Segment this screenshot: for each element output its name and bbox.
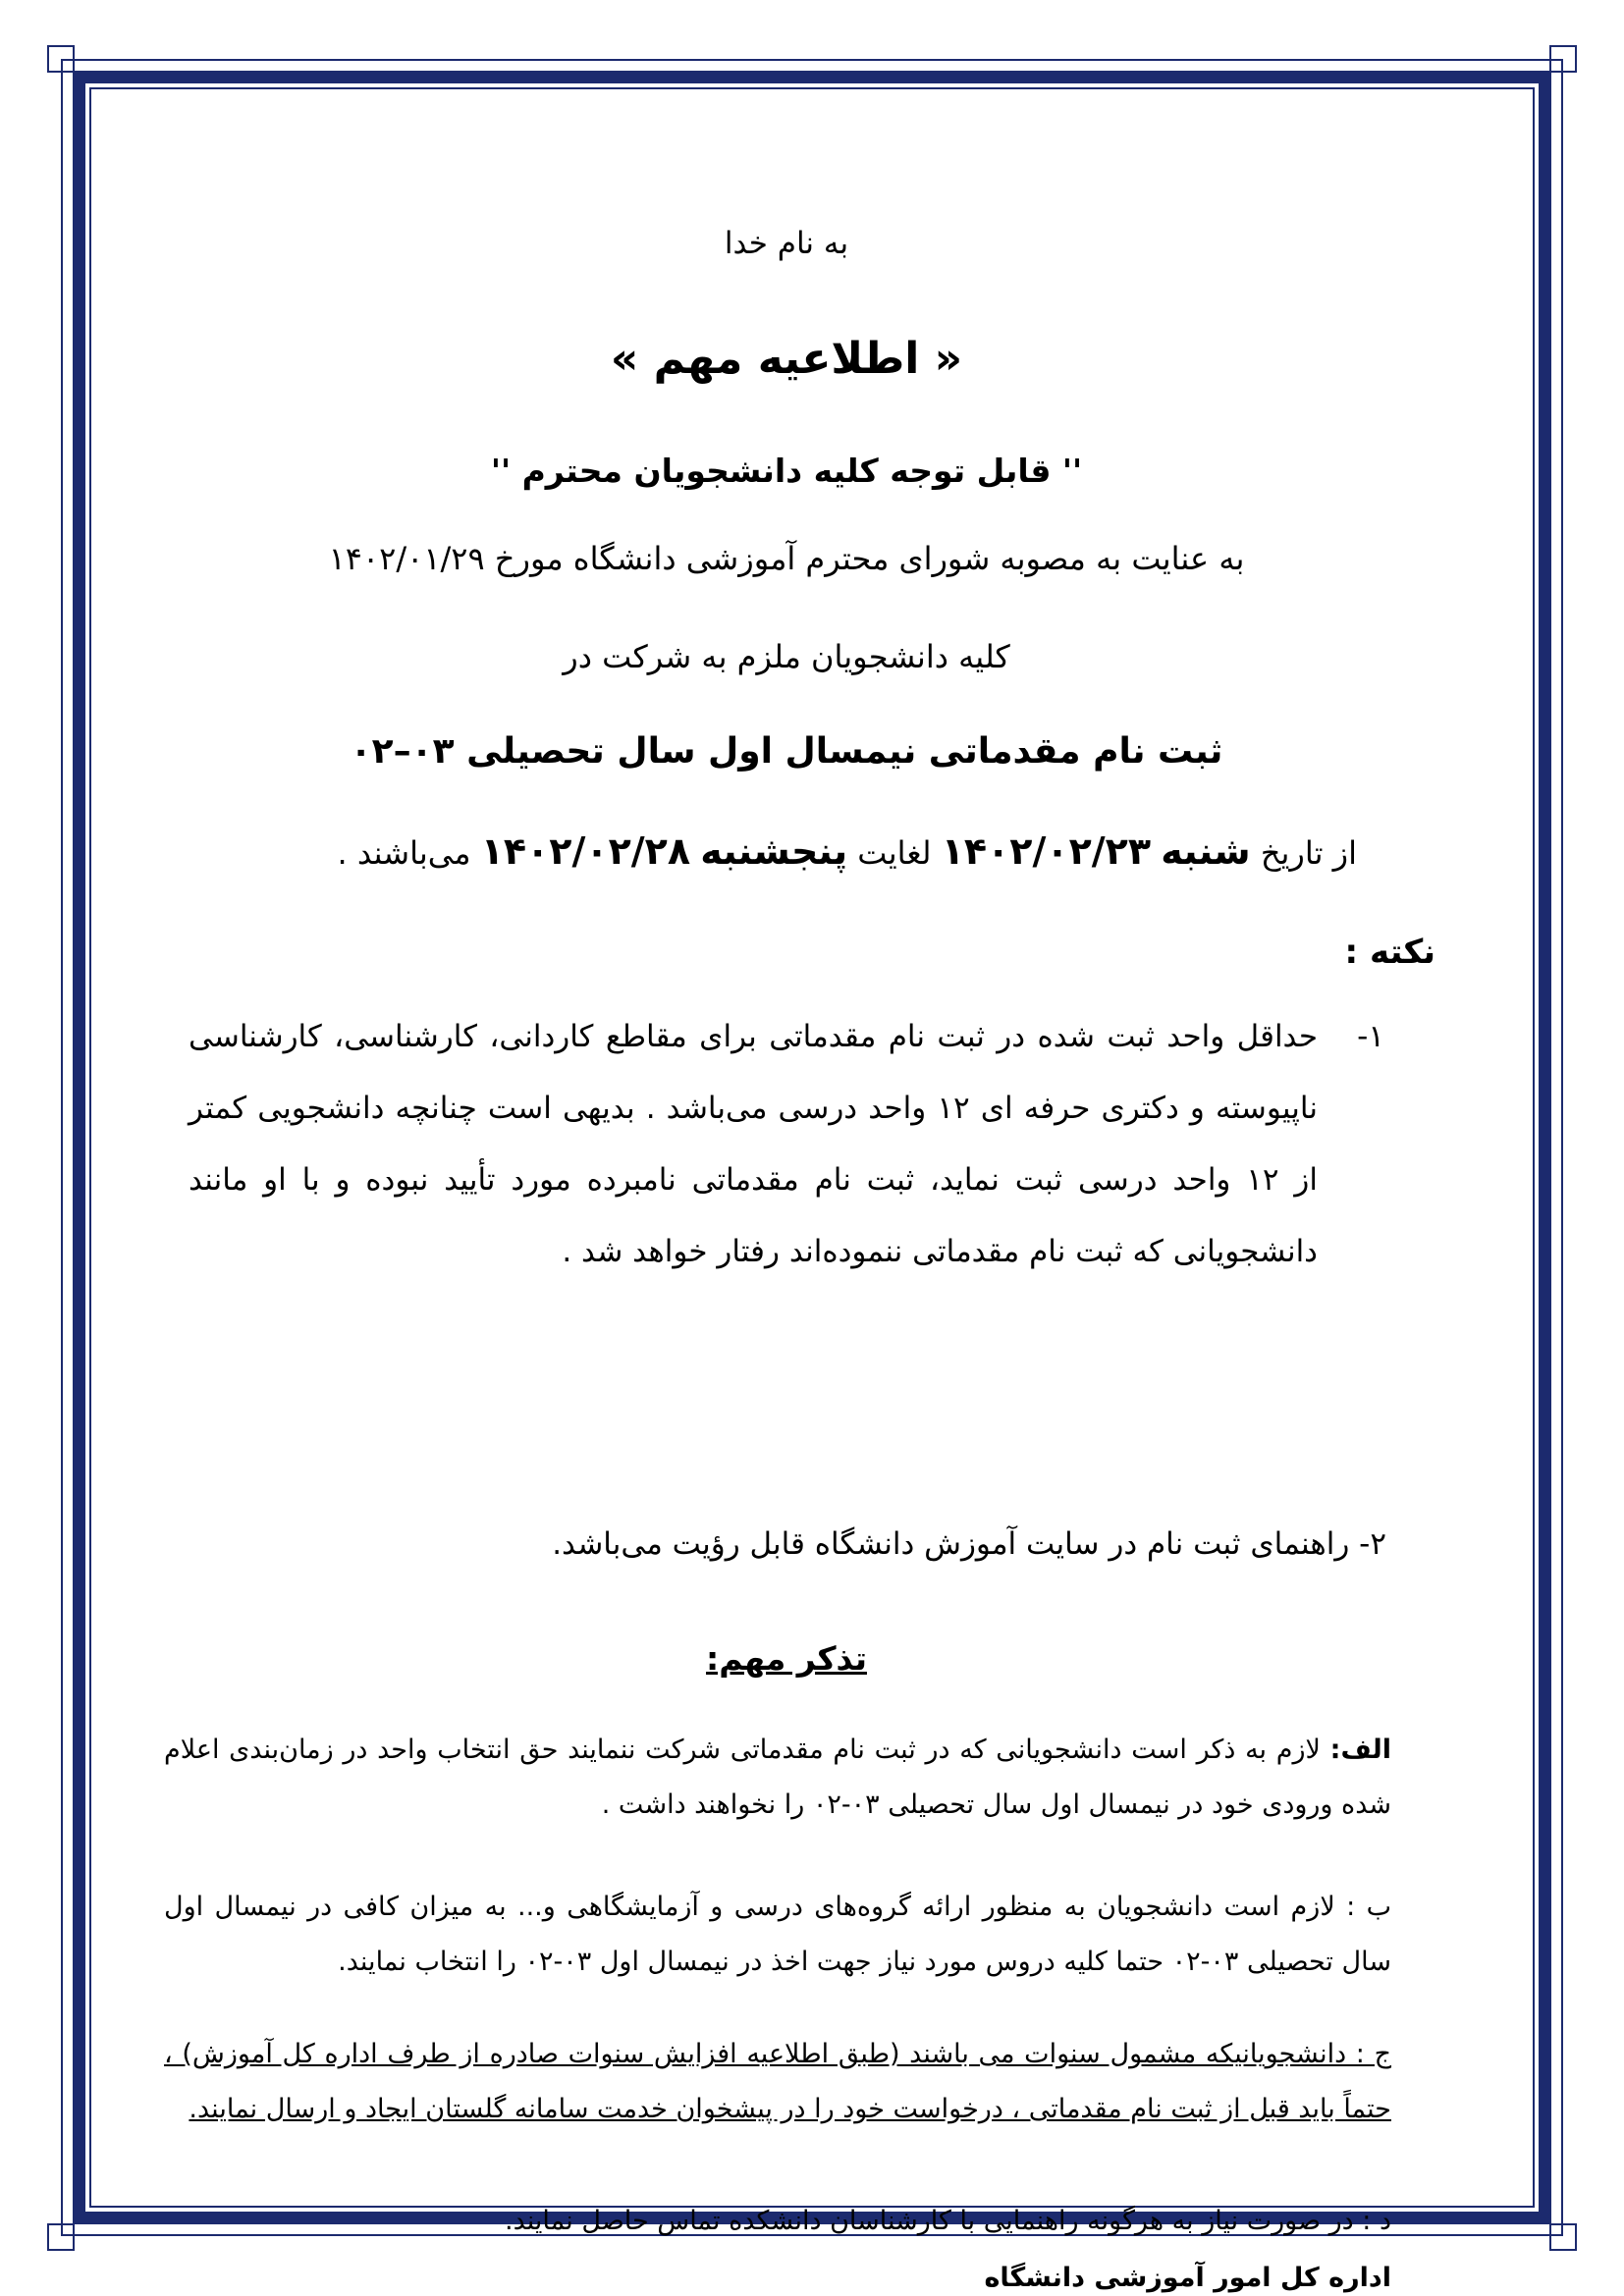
reminder-item-c-text: ج : دانشجویانیکه مشمول سنوات می باشند (طبق اطلاعیه افزایش سنوات صادره از طرف اداره کل آموزش) ، حتماً باید قبل از ثبت نام مقدماتی ، درخواست خود را در پیشخوان خدمت سامانه گلستان ایجاد و ارسال نمایند. bbox=[164, 2039, 1391, 2124]
frame-corner-ornament bbox=[1549, 2223, 1577, 2251]
reminder-item-b: ب : لازم است دانشجویان به منظور ارائه گروه‌های درسی و آزمایشگاهی و... به میزان کافی در نیمسال اول سال تحصیلی ۰۳-۰۲ حتما کلیه دروس مورد نیاز جهت اخذ در نیمسال اول ۰۳-۰۲ را انتخاب نمایند. bbox=[164, 1892, 1391, 1977]
signature: اداره کل امور آموزشی دانشگاه bbox=[984, 2263, 1391, 2293]
reminder-item-a bbox=[164, 1723, 1391, 1833]
audience-line: '' قابل توجه کلیه دانشجویان محترم '' bbox=[490, 452, 1083, 490]
frame-corner-ornament bbox=[1549, 45, 1577, 73]
start-day: شنبه bbox=[1161, 829, 1251, 873]
reminder-item-a-text: لازم به ذکر است دانشجویانی که در ثبت نام مقدماتی شرکت ننمایند حق انتخاب واحد در زمان‌بندی اعلام شده ورودی خود در نیمسال اول سال تحصیلی ۰۳-۰۲ را نخواهند داشت . bbox=[164, 1735, 1391, 1820]
intro-line-1: به عنایت به مصوبه شورای محترم آموزشی دانشگاه مورخ ۱۴۰۲/۰۱/۲۹ bbox=[328, 540, 1245, 577]
reminder-item-c bbox=[164, 2027, 1391, 2137]
until-label: لغایت bbox=[857, 834, 932, 872]
date-prefix: از تاریخ bbox=[1260, 834, 1357, 872]
registration-dates bbox=[187, 829, 1357, 873]
basmala: به نام خدا bbox=[724, 226, 849, 261]
start-date: ۱۴۰۲/۰۲/۲۳ bbox=[941, 829, 1152, 873]
intro-line-2: کلیه دانشجویان ملزم به شرکت در bbox=[563, 638, 1010, 675]
note-item-1-number: ۱- bbox=[1357, 1019, 1384, 1054]
reminder-item-d: د : در صورت نیاز به هرگونه راهنمایی با کارشناسان دانشکده تماس حاصل نمایند. bbox=[505, 2206, 1391, 2236]
frame-corner-ornament bbox=[47, 2223, 75, 2251]
reminder-item-a-label: الف: bbox=[1329, 1735, 1391, 1765]
end-day: پنجشنبه bbox=[700, 829, 848, 873]
note-item-1 bbox=[189, 1001, 1384, 1288]
page-title: « اطلاعیه مهم » bbox=[610, 334, 963, 384]
note-item-2: ۲- راهنمای ثبت نام در سایت آموزش دانشگاه قابل رؤیت می‌باشد. bbox=[552, 1526, 1386, 1562]
date-suffix: می‌باشند . bbox=[337, 834, 471, 872]
notes-label: نکته : bbox=[1344, 933, 1435, 972]
end-date: ۱۴۰۲/۰۲/۲۸ bbox=[480, 829, 691, 873]
frame-corner-ornament bbox=[47, 45, 75, 73]
note-item-1-text: حداقل واحد ثبت شده در ثبت نام مقدماتی برای مقاطع کاردانی، کارشناسی، کارشناسی ناپیوسته و دکتری حرفه ای ۱۲ واحد درسی می‌باشد . بدیهی است چنانچه دانشجویی کمتر از ۱۲ واحد درسی ثبت نماید، ثبت نام مقدماتی نامبرده مورد تأیید نبوده و با او مانند دانشجویانی که ثبت نام مقدماتی ننموده‌اند رفتار خواهد شد . bbox=[189, 1019, 1319, 1269]
reminder-heading: تذکر مهم: bbox=[706, 1639, 867, 1678]
registration-title: ثبت نام مقدماتی نیمسال اول سال تحصیلی ۰۳–۰۲ bbox=[350, 731, 1223, 772]
